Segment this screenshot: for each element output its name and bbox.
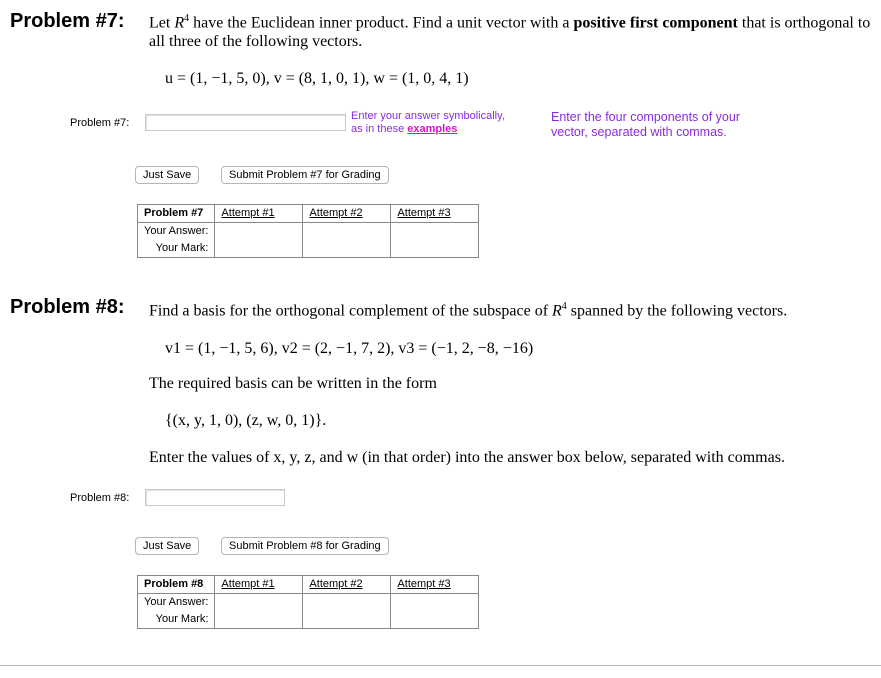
problem-8-input-label: Problem #8: [70, 492, 130, 504]
your-mark-label: Your Mark: [138, 240, 215, 258]
problem-7-title: Problem #7: [10, 10, 125, 32]
problem-8-statement: Find a basis for the orthogonal complement of the subspace of $R^4$ spanned by the following vectors. [149, 301, 788, 320]
problem-8-form-math: {(x, y, 1, 0), (z, w, 0, 1)}. [165, 412, 327, 429]
attempt-1-header[interactable]: Attempt #1 [215, 576, 303, 594]
attempt-1-mark [215, 611, 303, 629]
problem-8-vectors: v1 = (1, −1, 5, 6), v2 = (2, −1, 7, 2), v3 = (−1, 2, −8, −16) [165, 340, 534, 357]
attempt-3-answer [391, 223, 479, 241]
your-answer-label: Your Answer: [138, 223, 215, 241]
attempt-1-header[interactable]: Attempt #1 [215, 205, 303, 223]
problem-7-attempts-table [137, 204, 479, 258]
problem-8-answer-input[interactable] [145, 489, 285, 506]
your-answer-label: Your Answer: [138, 594, 215, 612]
problem-7-note: Enter the four components of your vector, separated with commas. [551, 110, 740, 139]
problem-7-save-button[interactable]: Just Save [135, 166, 199, 184]
problem-7-input-label: Problem #7: [70, 117, 130, 129]
attempt-1-mark [215, 240, 303, 258]
attempts-table-header: Problem #7 [138, 205, 215, 223]
attempt-1-answer [215, 594, 303, 612]
problem-7-vectors: u = (1, −1, 5, 0), v = (8, 1, 0, 1), w = (1, 0, 4, 1) [165, 70, 469, 87]
attempt-3-header[interactable]: Attempt #3 [391, 205, 479, 223]
problem-8-title: Problem #8: [10, 296, 125, 318]
bottom-divider [0, 665, 881, 666]
problem-7-statement-line2: all three of the following vectors. [149, 33, 363, 50]
attempt-2-answer [303, 223, 391, 241]
problem-8-save-button[interactable]: Just Save [135, 537, 199, 555]
problem-7-hint: Enter your answer symbolically, as in these examples [351, 110, 505, 135]
attempt-2-header[interactable]: Attempt #2 [303, 576, 391, 594]
examples-link[interactable]: examples [407, 123, 458, 135]
problem-7-statement: Let $R^4$ have the Euclidean inner product. Find a unit vector with a positive first component that is orthogonal to [149, 13, 871, 32]
problem-8-submit-button[interactable]: Submit Problem #8 for Grading [221, 537, 389, 555]
attempt-2-header[interactable]: Attempt #2 [303, 205, 391, 223]
attempt-1-answer [215, 223, 303, 241]
problem-8-form-text: The required basis can be written in the form [149, 375, 437, 392]
problem-7-submit-button[interactable]: Submit Problem #7 for Grading [221, 166, 389, 184]
attempt-3-mark [391, 240, 479, 258]
attempt-3-mark [391, 611, 479, 629]
problem-8-attempts-table [137, 575, 479, 629]
attempt-2-mark [303, 240, 391, 258]
problem-7-answer-input[interactable] [145, 114, 346, 131]
attempt-2-mark [303, 611, 391, 629]
attempt-3-answer [391, 594, 479, 612]
your-mark-label: Your Mark: [138, 611, 215, 629]
attempts-table-header: Problem #8 [138, 576, 215, 594]
problem-8-enter-text: Enter the values of x, y, z, and w (in that order) into the answer box below, separated with commas. [149, 449, 785, 466]
attempt-2-answer [303, 594, 391, 612]
attempt-3-header[interactable]: Attempt #3 [391, 576, 479, 594]
